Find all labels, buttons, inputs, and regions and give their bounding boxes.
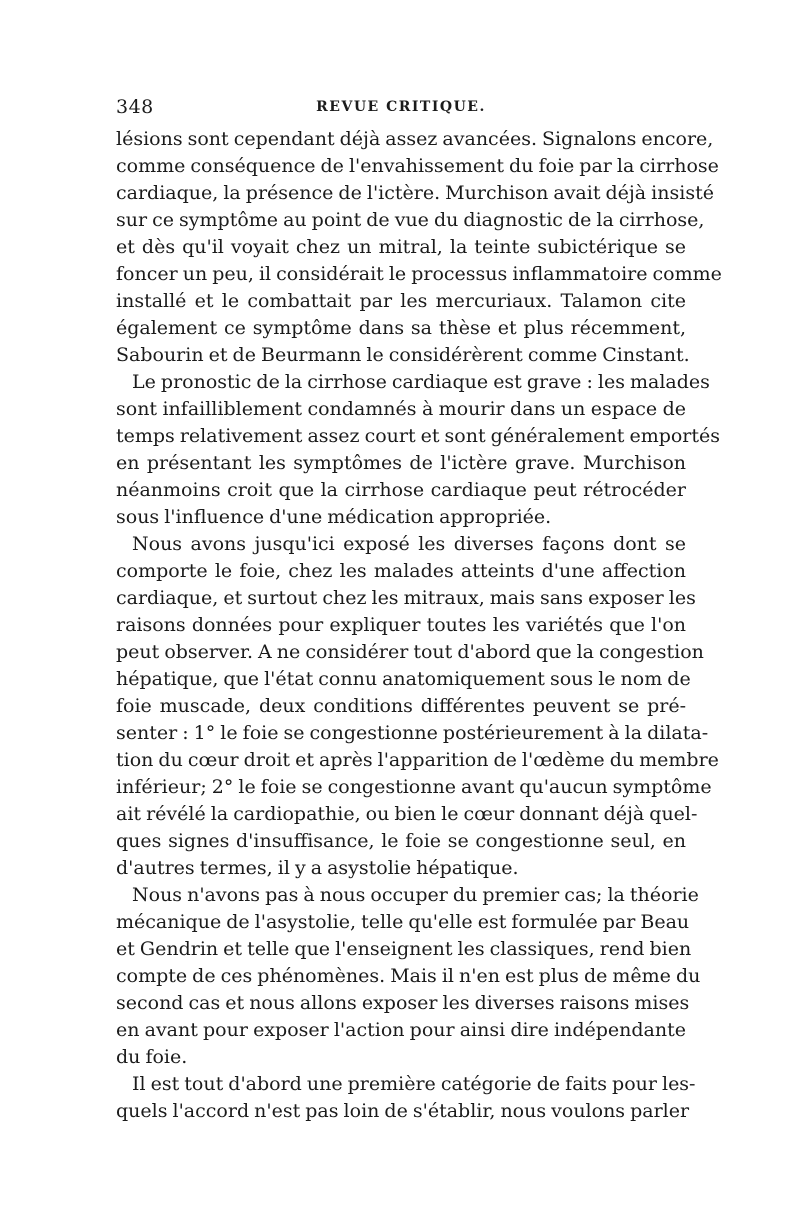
text-line: foncer un peu, il considérait le processus inflammatoire comme: [116, 263, 722, 285]
running-head: [116, 96, 686, 122]
paragraph: [116, 531, 719, 882]
page-number: 348: [116, 96, 154, 118]
text-line: et Gendrin et telle que l'enseignent les classiques, rend bien: [116, 938, 692, 960]
text-line: raisons données pour expliquer toutes les variétés que l'on: [116, 614, 686, 636]
text-line: inférieur; 2° le foie se congestionne avant qu'aucun symptôme: [116, 776, 712, 798]
text-line: Nous n'avons pas à nous occuper du premier cas; la théorie: [132, 884, 699, 906]
text-line: en présentant les symptômes de l'ictère grave. Murchison: [116, 452, 686, 474]
text-line: en avant pour exposer l'action pour ainsi dire indépendante: [116, 1019, 686, 1041]
paragraph: [116, 369, 721, 531]
text-line: cardiaque, la présence de l'ictère. Murchison avait déjà insisté: [116, 182, 714, 204]
text-line: senter : 1° le foie se congestionne postérieurement à la dilata-: [116, 722, 709, 744]
text-line: cardiaque, et surtout chez les mitraux, mais sans exposer les: [116, 587, 696, 609]
text-line: ques signes d'insuffisance, le foie se congestionne seul, en: [116, 830, 686, 852]
journal-title: REVUE CRITIQUE.: [316, 99, 486, 115]
body-text: [116, 126, 722, 1125]
text-line: lésions sont cependant déjà assez avancées. Signalons encore,: [116, 128, 714, 150]
text-line: comme conséquence de l'envahissement du foie par la cirrhose: [116, 155, 719, 177]
text-line: Sabourin et de Beurmann le considérèrent comme Cinstant.: [116, 344, 690, 366]
text-line: et dès qu'il voyait chez un mitral, la teinte subictérique se: [116, 236, 686, 258]
text-line: Il est tout d'abord une première catégorie de faits pour les-: [132, 1073, 696, 1095]
text-line: Nous avons jusqu'ici exposé les diverses façons dont se: [132, 533, 686, 555]
text-line: peut observer. A ne considérer tout d'abord que la congestion: [116, 641, 704, 663]
text-line: compte de ces phénomènes. Mais il n'en est plus de même du: [116, 965, 701, 987]
text-line: mécanique de l'asystolie, telle qu'elle est formulée par Beau: [116, 911, 690, 933]
text-line: sont infailliblement condamnés à mourir dans un espace de: [116, 398, 686, 420]
paragraph: [116, 126, 722, 369]
text-line: second cas et nous allons exposer les diverses raisons mises: [116, 992, 690, 1014]
text-line: foie muscade, deux conditions différentes peuvent se pré-: [116, 695, 686, 717]
paragraph: [116, 1071, 696, 1125]
text-line: sous l'influence d'une médication appropriée.: [116, 506, 552, 528]
text-line: comporte le foie, chez les malades atteints d'une affection: [116, 560, 686, 582]
text-line: installé et le combattait par les mercuriaux. Talamon cite: [116, 290, 686, 312]
paragraph: [116, 882, 701, 1071]
text-line: quels l'accord n'est pas loin de s'établir, nous voulons parler: [116, 1100, 690, 1122]
text-line: du foie.: [116, 1046, 188, 1068]
text-line: tion du cœur droit et après l'apparition de l'œdème du membre: [116, 749, 719, 771]
text-line: d'autres termes, il y a asystolie hépatique.: [116, 857, 519, 879]
text-line: hépatique, que l'état connu anatomiquement sous le nom de: [116, 668, 691, 690]
text-line: Le pronostic de la cirrhose cardiaque est grave : les malades: [132, 371, 710, 393]
text-line: ait révélé la cardiopathie, ou bien le cœur donnant déjà quel-: [116, 803, 698, 825]
text-line: également ce symptôme dans sa thèse et plus récemment,: [116, 317, 686, 339]
text-line: sur ce symptôme au point de vue du diagnostic de la cirrhose,: [116, 209, 705, 231]
text-line: temps relativement assez court et sont généralement emportés: [116, 425, 721, 447]
text-line: néanmoins croit que la cirrhose cardiaque peut rétrocéder: [116, 479, 686, 501]
